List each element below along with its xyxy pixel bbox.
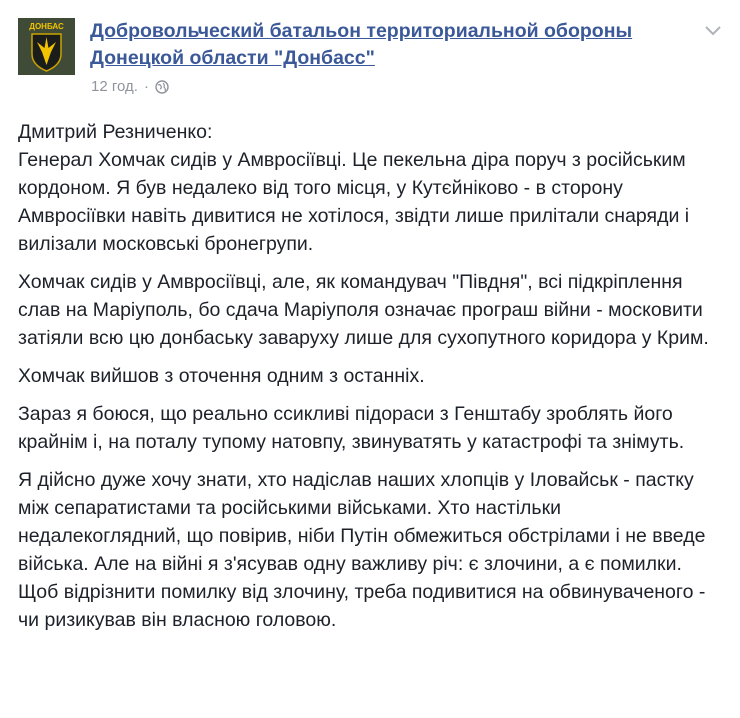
- post-meta: [91, 78, 169, 95]
- page-avatar[interactable]: [18, 18, 75, 75]
- battalion-emblem-icon: [18, 18, 75, 75]
- post-author-line: Дмитрий Резниченко:: [18, 121, 213, 143]
- page-name-link[interactable]: Добровольческий батальон территориальной обороны Донецкой области "Донбасс": [90, 20, 633, 69]
- post-paragraph: Зараз я боюся, що реально ссикливі підораси з Генштабу зроблять його крайнім і, на поталу тупому натовпу, звинуватять у катастрофі та знімуть.: [18, 403, 685, 453]
- post-timestamp[interactable]: 12 год.: [91, 78, 138, 95]
- chevron-down-icon: [702, 20, 724, 40]
- post-paragraph: Хомчак сидів у Амвросіївці, але, як командувач "Півдня", всі підкріплення слав на Маріуполь, бо сдача Маріуполя означає програш війни - московити затіяли всю цю донбаську заваруху лише для сухопутного коридора у Крим.: [18, 271, 709, 349]
- post-options-button[interactable]: [702, 20, 724, 40]
- post-first-text: Генерал Хомчак сидів у Амвросіївці. Це пекельна діра поруч з російським кордоном. Я був недалеко від того місця, у Кутєйніково - в сторону Амвросіївки навіть дивитися не хотілося, звідти лише прилітали снаряди і вилізали московські бронегрупи.: [18, 149, 690, 255]
- meta-separator: ·: [143, 78, 149, 95]
- post-paragraph: [18, 118, 726, 258]
- post-paragraph: Я дійсно дуже хочу знати, хто надіслав наших хлопців у Іловайськ - пастку між сепаратистами та російськими військами. Хто настільки недалекоглядний, що повірив, ніби Путін обмежиться обстрілами і не введе війська. Але на війні я з'ясував одну важливу річ: є злочини, а є помилки. Щоб відрізнити помилку від злочину, треба подивитися на обвинуваченого - чи ризикував він власною головою.: [18, 469, 706, 631]
- post-body: [18, 118, 726, 644]
- post-paragraph: Хомчак вийшов з оточення одним з останніх.: [18, 365, 425, 387]
- globe-icon[interactable]: [155, 80, 169, 94]
- avatar-label: ДОНБАС: [29, 22, 64, 31]
